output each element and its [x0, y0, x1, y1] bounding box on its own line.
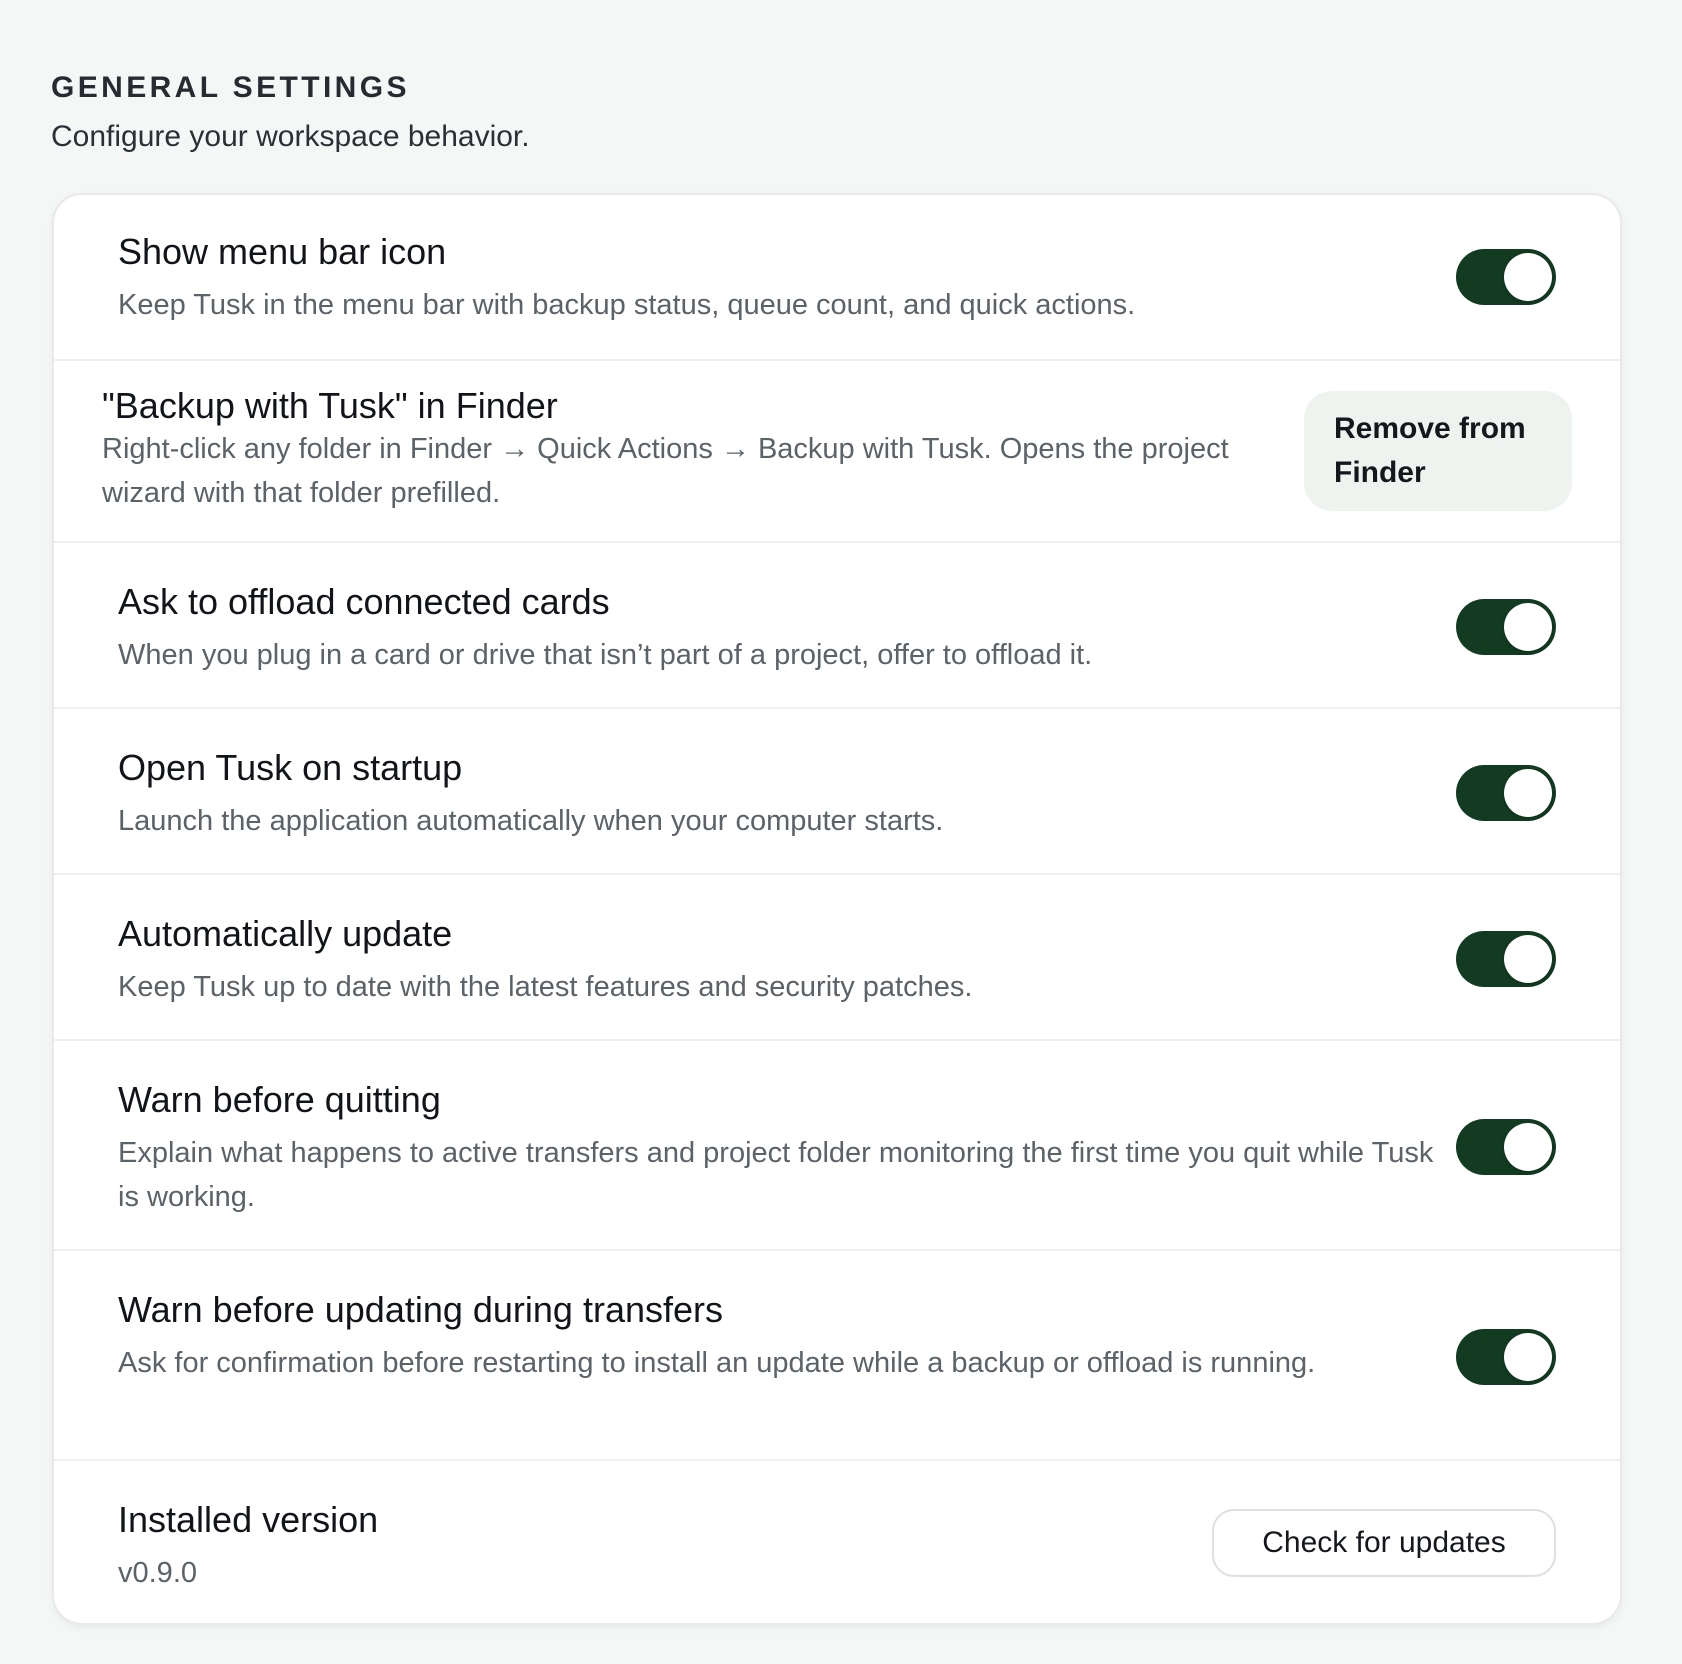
setting-title: Installed version	[118, 1499, 379, 1540]
setting-row-warn-updating	[54, 1251, 1620, 1461]
setting-row-menu-bar-icon	[54, 195, 1620, 361]
remove-from-finder-button[interactable]: Remove from Finder	[1304, 391, 1572, 511]
setting-description: Ask for confirmation before restarting to install an update while a backup or offload is running.	[118, 1347, 1316, 1379]
section-subtitle: Configure your workspace behavior.	[51, 120, 530, 153]
setting-description: Explain what happens to active transfers and project folder monitoring the first time you quit while Tusk is working.	[118, 1137, 1434, 1213]
setting-title: Warn before quitting	[118, 1079, 441, 1120]
open-on-startup-toggle[interactable]	[1456, 765, 1556, 821]
toggle-knob	[1504, 1333, 1552, 1381]
setting-description: When you plug in a card or drive that isn’t part of a project, offer to offload it.	[118, 639, 1093, 671]
setting-title: "Backup with Tusk" in Finder	[102, 385, 558, 426]
setting-description: Right-click any folder in Finder → Quick Actions → Backup with Tusk. Opens the project wizard with that folder prefilled.	[102, 433, 1229, 509]
toggle-knob	[1504, 935, 1552, 983]
setting-row-open-on-startup	[54, 709, 1620, 875]
setting-title: Show menu bar icon	[118, 231, 447, 272]
toggle-knob	[1504, 603, 1552, 651]
installed-version-value: v0.9.0	[118, 1557, 197, 1589]
settings-card	[52, 193, 1622, 1625]
warn-before-updating-toggle[interactable]	[1456, 1329, 1556, 1385]
menu-bar-icon-toggle[interactable]	[1456, 249, 1556, 305]
warn-before-quitting-toggle[interactable]	[1456, 1119, 1556, 1175]
setting-title: Open Tusk on startup	[118, 747, 463, 788]
toggle-knob	[1504, 769, 1552, 817]
setting-title: Warn before updating during transfers	[118, 1289, 724, 1330]
setting-description: Keep Tusk up to date with the latest features and security patches.	[118, 971, 973, 1003]
setting-row-installed-version	[54, 1461, 1620, 1625]
setting-title: Automatically update	[118, 913, 453, 954]
setting-row-finder-action	[54, 361, 1620, 543]
setting-row-auto-update	[54, 875, 1620, 1041]
toggle-knob	[1504, 253, 1552, 301]
setting-description: Launch the application automatically when your computer starts.	[118, 805, 944, 837]
setting-row-offload-cards	[54, 543, 1620, 709]
setting-row-warn-quitting	[54, 1041, 1620, 1251]
setting-title: Ask to offload connected cards	[118, 581, 610, 622]
auto-update-toggle[interactable]	[1456, 931, 1556, 987]
toggle-knob	[1504, 1123, 1552, 1171]
check-for-updates-button[interactable]: Check for updates	[1212, 1509, 1556, 1577]
section-title: GENERAL SETTINGS	[51, 71, 410, 104]
setting-description: Keep Tusk in the menu bar with backup status, queue count, and quick actions.	[118, 289, 1136, 321]
offload-cards-toggle[interactable]	[1456, 599, 1556, 655]
